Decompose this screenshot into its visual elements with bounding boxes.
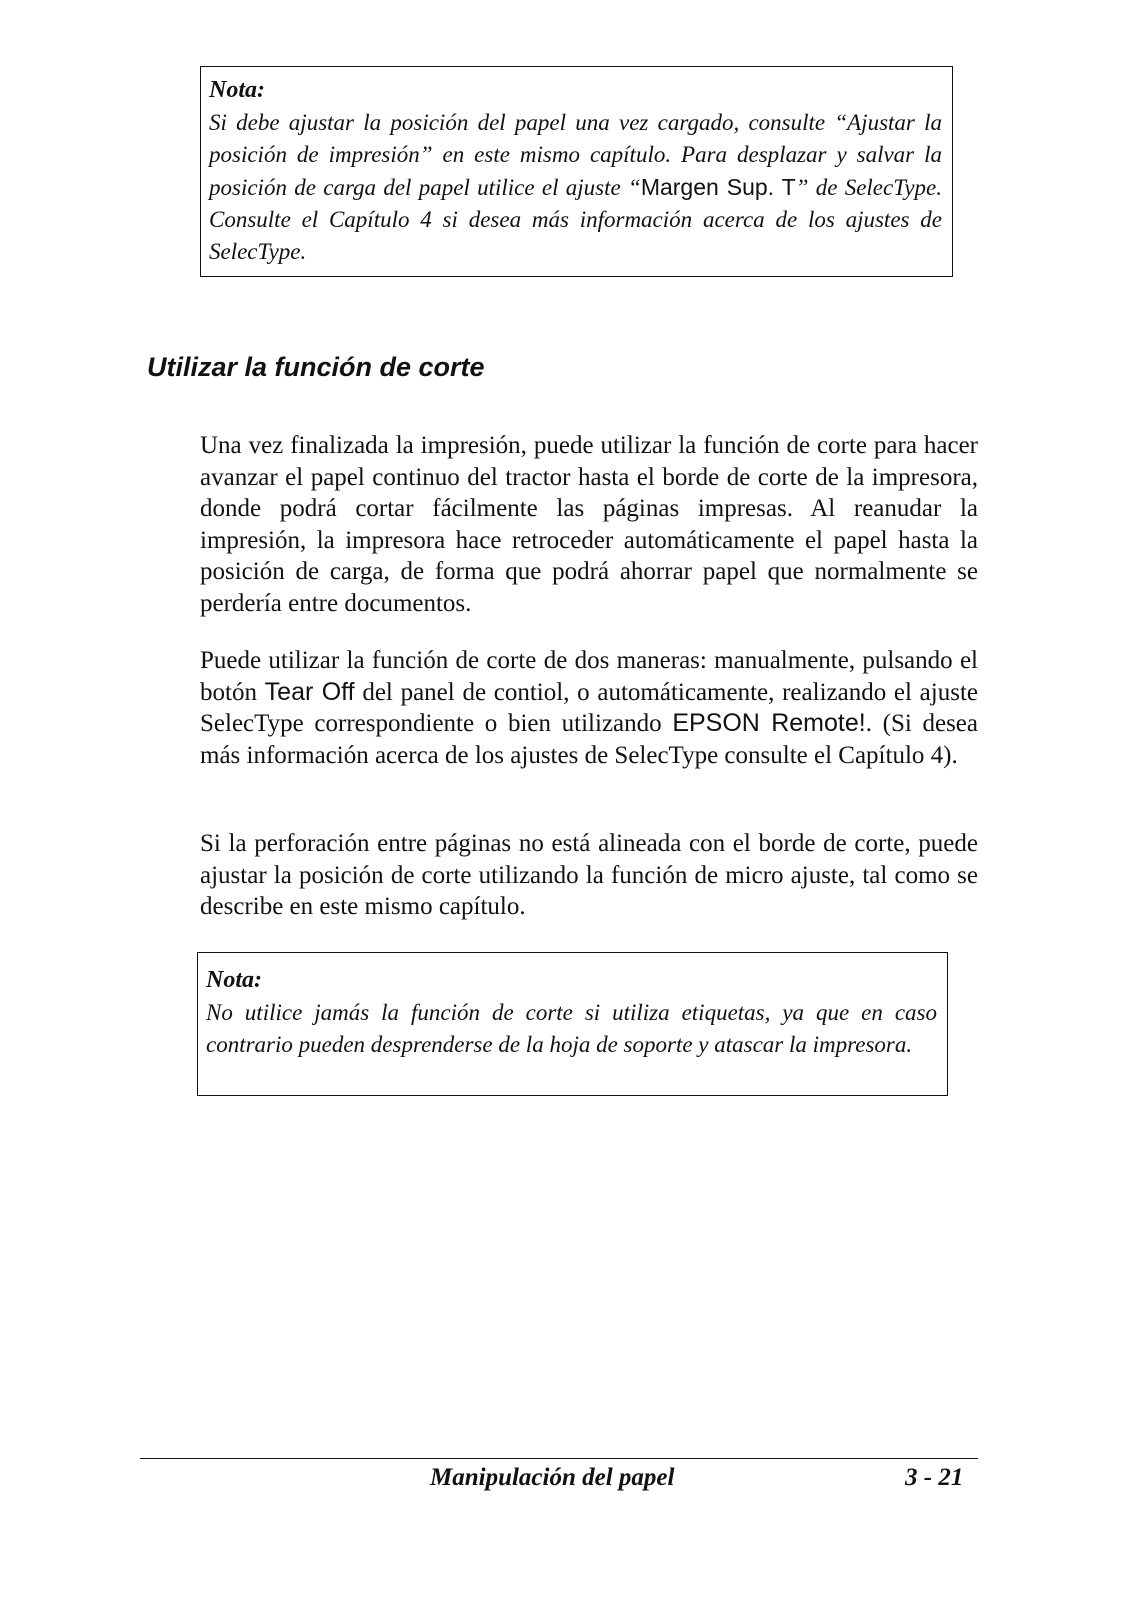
footer-rule bbox=[140, 1458, 978, 1459]
note-body bbox=[209, 107, 942, 268]
body-paragraph: Una vez finalizada la impresión, puede utilizar la función de corte para hacer avanzar el papel continuo del tractor hasta el borde de corte de la impresora, donde podrá cortar fácilmente las páginas impresas. Al reanudar la impresión, la impresora hace retroceder automáticamente el papel hasta la posición de carga, de forma que podrá ahorrar papel que normalmente se perdería entre documentos. bbox=[200, 432, 978, 617]
note-box-bottom bbox=[197, 952, 948, 1096]
note-text: Si debe ajustar la posición del papel una vez cargado, consulte “Ajustar la posición de impresión” en este mismo capítulo. Para desplazar y salvar la posición de carga del papel utilice el ajuste “ bbox=[209, 110, 942, 200]
note-box-top bbox=[200, 66, 953, 277]
page-number: 3 - 21 bbox=[905, 1464, 964, 1491]
note-text: ” de SelecType. Consulte el Capítulo 4 si desea más información acerca de los ajustes de SelecType. bbox=[209, 175, 942, 264]
body-paragraph bbox=[200, 645, 978, 771]
button-name: Tear Off bbox=[264, 677, 355, 706]
paragraph-text: . (Si desea más información acerca de los ajustes de SelecType consulte el Capítulo 4). bbox=[200, 710, 978, 769]
note-title: Nota: bbox=[209, 77, 265, 103]
footer-chapter-title: Manipulación del papel bbox=[430, 1464, 675, 1491]
paragraph-text: del panel de contiol, o automáticamente, realizando el ajuste SelecType correspondiente o bien utilizando bbox=[200, 678, 978, 737]
note-body: No utilice jamás la función de corte si utiliza etiquetas, ya que en caso contrario pueden desprenderse de la hoja de soporte y atascar la impresora. bbox=[206, 1000, 937, 1057]
note-title: Nota: bbox=[206, 967, 262, 993]
setting-name: Margen Sup. T bbox=[640, 174, 796, 200]
section-heading: Utilizar la función de corte bbox=[147, 352, 485, 382]
body-paragraph: Si la perforación entre páginas no está alineada con el borde de corte, puede ajustar la posición de corte utilizando la función de micro ajuste, tal como se describe en este mismo capítulo. bbox=[200, 830, 978, 920]
software-name: EPSON Remote! bbox=[672, 709, 866, 737]
paragraph-text: Puede utilizar la función de corte de dos maneras: manualmente, pulsando el botón bbox=[200, 647, 978, 706]
